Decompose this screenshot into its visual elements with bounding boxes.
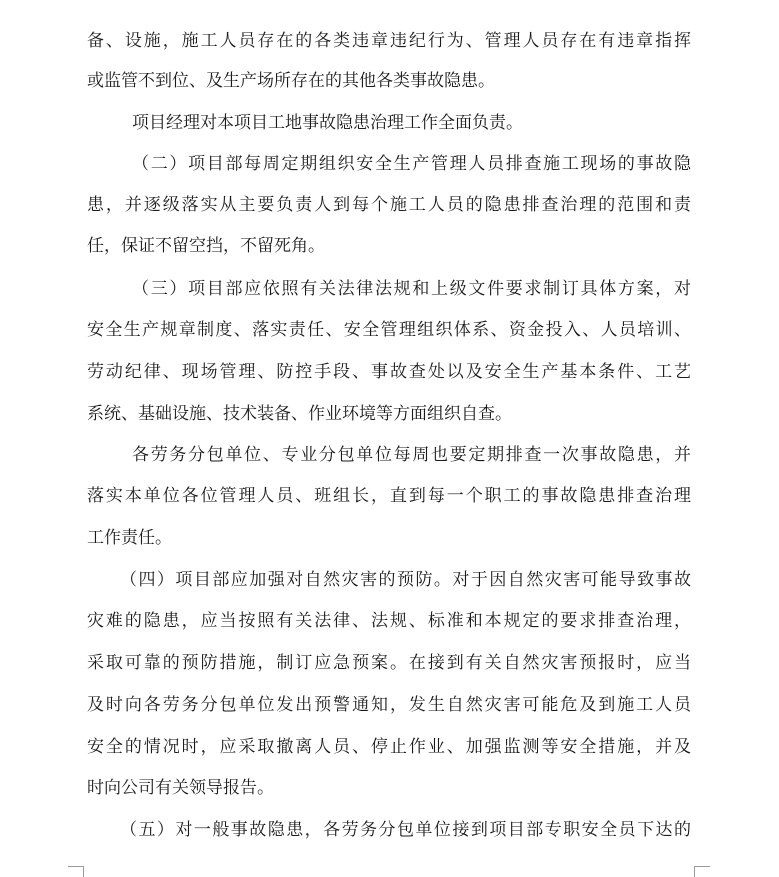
text-line: 及时向各劳务分包单位发出预警通知，发生自然灾害可能危及到施工人员	[87, 695, 691, 715]
paragraph-first-line: （二）项目部每周定期组织安全生产管理人员排查施工现场的事故隐	[132, 154, 691, 174]
paragraph-first-line: （四）项目部应加强对自然灾害的预防。对于因自然灾害可能导致事故	[120, 570, 691, 590]
text-line: 任，保证不留空挡，不留死角。	[87, 236, 325, 256]
text-line: 工作责任。	[87, 528, 172, 548]
page-margin-corner-mark	[694, 866, 710, 875]
text-line: 时向公司有关领导报告。	[87, 778, 274, 798]
text-line: 系统、基础设施、技术装备、作业环境等方面组织自查。	[87, 404, 512, 424]
paragraph-first-line: （五）对一般事故隐患，各劳务分包单位接到项目部专职安全员下达的	[120, 820, 691, 840]
text-line: 安全的情况时，应采取撤离人员、停止作业、加强监测等安全措施，并及	[87, 737, 691, 757]
text-line: 或监管不到位、及生产场所存在的其他各类事故隐患。	[87, 71, 495, 91]
text-line: 安全生产规章制度、落实责任、安全管理组织体系、资金投入、人员培训、	[87, 320, 691, 340]
paragraph-first-line: 项目经理对本项目工地事故隐患治理工作全面负责。	[132, 113, 523, 133]
text-line: 采取可靠的预防措施，制订应急预案。在接到有关自然灾害预报时，应当	[87, 653, 691, 673]
text-line: 灾难的隐患，应当按照有关法律、法规、标准和本规定的要求排查治理，	[87, 611, 691, 631]
paragraph-first-line: 各劳务分包单位、专业分包单位每周也要定期排查一次事故隐患，并	[132, 445, 691, 465]
text-line: 备、设施，施工人员存在的各类违章违纪行为、管理人员存在有违章指挥	[87, 31, 691, 51]
text-line: 落实本单位各位管理人员、班组长，直到每一个职工的事故隐患排查治理	[87, 486, 691, 506]
text-line: 患，并逐级落实从主要负责人到每个施工人员的隐患排查治理的范围和责	[87, 195, 691, 215]
paragraph-first-line: （三）项目部应依照有关法律法规和上级文件要求制订具体方案，对	[132, 279, 691, 299]
text-line-partial	[87, 0, 691, 12]
text-line: 劳动纪律、现场管理、防控手段、事故查处以及安全生产基本条件、工艺	[87, 362, 691, 382]
page-margin-corner-mark	[68, 866, 84, 875]
